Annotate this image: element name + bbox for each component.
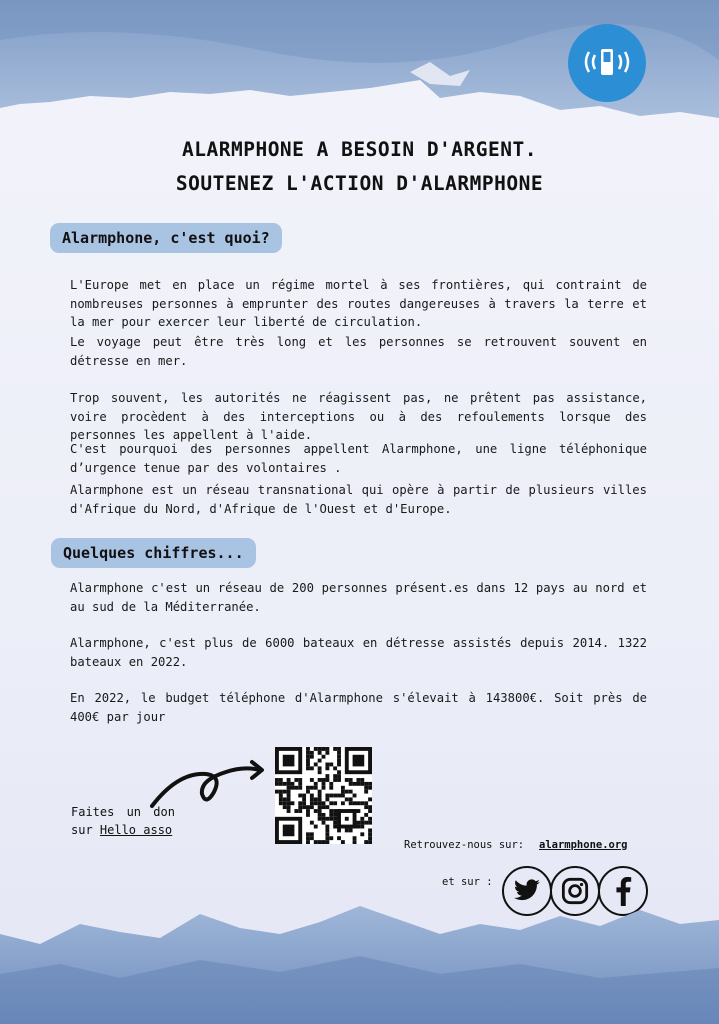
curved-arrow-icon <box>148 752 268 812</box>
find-us-label: Retrouvez-nous sur: <box>404 839 525 851</box>
paragraph-figure-budget: En 2022, le budget téléphone d'Alarmphone s'élevait à 143800€. Soit près de 400€ par jour <box>70 691 647 724</box>
section-heading-what-is: Alarmphone, c'est quoi? <box>50 223 282 253</box>
page-title-line-1: ALARMPHONE A BESOIN D'ARGENT. <box>182 138 537 161</box>
donate-line-2 <box>71 823 172 837</box>
paragraph-voyage: Le voyage peut être très long et les personnes se retrouvent souvent en détresse en mer. <box>70 335 647 368</box>
bottom-watercolor-band <box>0 894 719 1024</box>
and-on-label: et sur : <box>442 876 493 888</box>
donate-prefix: sur <box>71 823 100 837</box>
qr-code[interactable] <box>275 747 372 844</box>
alarmphone-logo <box>568 24 646 102</box>
page-title-line-2: SOUTENEZ L'ACTION D'ALARMPHONE <box>175 172 544 195</box>
paragraph-network: Alarmphone est un réseau transnational qui opère à partir de plusieurs villes d'Afrique du Nord, d'Afrique de l'Ouest et d'Europe. <box>70 483 647 516</box>
hello-asso-link[interactable]: Hello asso <box>99 823 173 837</box>
website-link[interactable]: alarmphone.org <box>539 839 628 851</box>
section-heading-figures: Quelques chiffres... <box>51 538 256 568</box>
donate-text: Faites un don <box>71 805 175 819</box>
paragraph-europe-borders: L'Europe met en place un régime mortel à ses frontières, qui contraint de nombreuses personnes à emprunter des routes dangereuses à travers la terre et la mer pour exercer leur liberté de circulation. <box>70 278 647 329</box>
paragraph-figure-boats: Alarmphone, c'est plus de 6000 bateaux en détresse assistés depuis 2014. 1322 bateaux en 2022. <box>70 636 647 669</box>
paragraph-figure-people: Alarmphone c'est un réseau de 200 personnes présent.es dans 12 pays au nord et au sud de la Méditerranée. <box>70 581 647 614</box>
phone-signal-icon <box>583 43 631 83</box>
paragraph-hotline: C'est pourquoi des personnes appellent Alarmphone, une ligne téléphonique d’urgence tenue par des volontaires . <box>70 442 647 475</box>
paragraph-authorities: Trop souvent, les autorités ne réagissent pas, ne prêtent pas assistance, voire procèdent à des interceptions ou à des refoulements lorsque des personnes les appellent à l'aide. <box>70 391 647 442</box>
